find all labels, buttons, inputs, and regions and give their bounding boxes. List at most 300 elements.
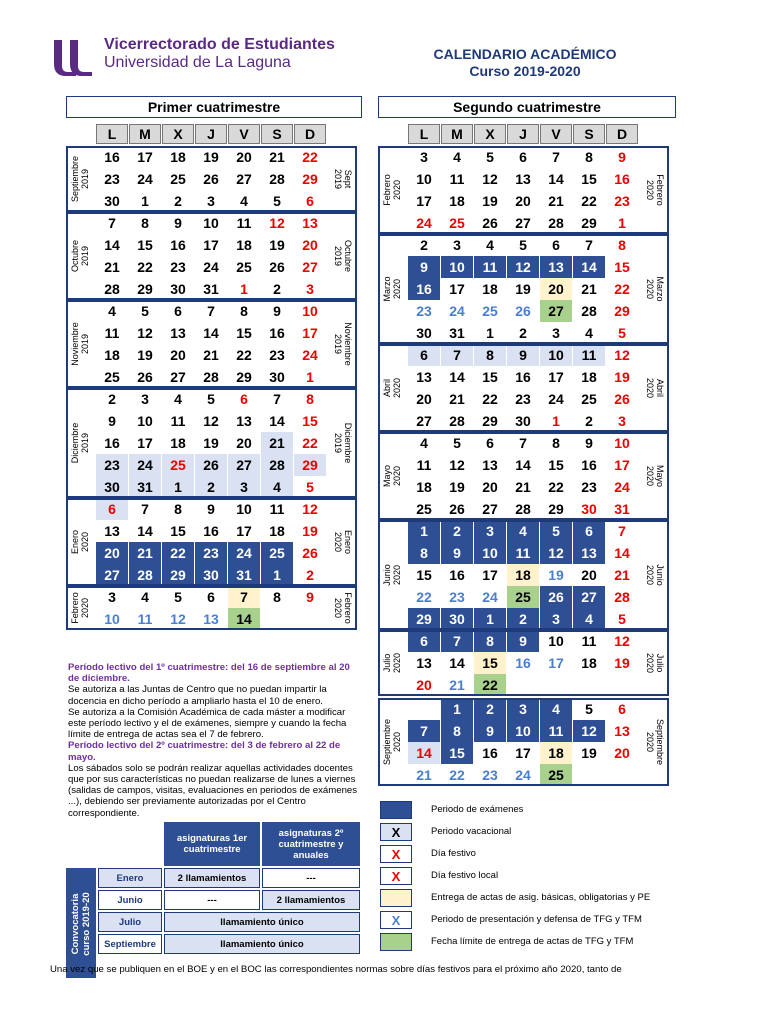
day-cell: 16 bbox=[515, 655, 531, 671]
day-cell: 10 bbox=[614, 435, 630, 451]
day-cell: 11 bbox=[474, 256, 506, 278]
day-cell: 26 bbox=[449, 501, 465, 517]
day-cell: 24 bbox=[548, 391, 564, 407]
day-cell: 23 bbox=[104, 171, 120, 187]
day-cell: 23 bbox=[482, 767, 498, 783]
day-cell: 27 bbox=[96, 564, 128, 586]
day-cell: 12 bbox=[614, 347, 630, 363]
day-cell: 11 bbox=[236, 215, 252, 231]
day-cell: 8 bbox=[273, 589, 281, 605]
day-cell: 19 bbox=[581, 745, 597, 761]
day-cell: 12 bbox=[449, 457, 465, 473]
month-year: 2020 bbox=[645, 465, 655, 487]
day-cell: 30 bbox=[269, 369, 285, 385]
day-cell: 7 bbox=[552, 149, 560, 165]
day-cell: 19 bbox=[449, 479, 465, 495]
day-cell: 2 bbox=[306, 567, 314, 583]
month-label-left bbox=[382, 630, 404, 696]
day-cell: 16 bbox=[104, 435, 120, 451]
col-header-sem2: asignaturas 2º cuatrimestre y anuales bbox=[262, 822, 360, 866]
day-cell: 25 bbox=[581, 391, 597, 407]
day-cell: 7 bbox=[273, 391, 281, 407]
convocatoria-side-label bbox=[66, 868, 96, 978]
month-name: Septiembre bbox=[382, 718, 392, 766]
day-cell: 3 bbox=[228, 476, 260, 498]
day-cell: 10 bbox=[507, 720, 539, 742]
day-cell: 9 bbox=[441, 542, 473, 564]
day-cell: 22 bbox=[162, 542, 194, 564]
day-cell: 16 bbox=[515, 369, 531, 385]
day-cell: 9 bbox=[585, 435, 593, 451]
month-name: Diciembre bbox=[343, 422, 353, 464]
weekday-header: M bbox=[129, 124, 161, 144]
day-cell: 16 bbox=[581, 457, 597, 473]
month-label-right bbox=[331, 586, 353, 630]
legend-text: Periodo vacacional bbox=[431, 826, 512, 837]
day-cell: 31 bbox=[449, 325, 465, 341]
month-label-right bbox=[331, 388, 353, 498]
day-cell: 15 bbox=[614, 259, 630, 275]
day-cell: 18 bbox=[236, 237, 252, 253]
day-cell: 17 bbox=[236, 523, 252, 539]
legend-swatch: X bbox=[380, 845, 412, 863]
month-year: 2020 bbox=[392, 652, 402, 674]
day-cell: 27 bbox=[416, 413, 432, 429]
day-cell: 5 bbox=[273, 193, 281, 209]
day-cell: 22 bbox=[474, 674, 506, 696]
month-year: 2020 bbox=[645, 731, 655, 753]
day-cell: 27 bbox=[540, 300, 572, 322]
day-cell: 4 bbox=[540, 698, 572, 720]
day-cell: 29 bbox=[137, 281, 153, 297]
day-cell: 2 bbox=[585, 413, 593, 429]
day-cell: 29 bbox=[162, 564, 194, 586]
day-cell: 20 bbox=[416, 391, 432, 407]
day-cell: 11 bbox=[104, 325, 120, 341]
day-cell: 18 bbox=[482, 281, 498, 297]
day-cell: 11 bbox=[573, 344, 605, 366]
day-cell: 21 bbox=[261, 432, 293, 454]
month-name: Marzo bbox=[382, 276, 392, 302]
day-cell: 6 bbox=[486, 435, 494, 451]
month-name: Febrero bbox=[655, 174, 665, 206]
legend-text: Entrega de actas de asig. básicas, obligatorias y PE bbox=[431, 892, 651, 903]
day-cell: 31 bbox=[228, 564, 260, 586]
month-year: 2020 bbox=[80, 531, 90, 553]
day-cell: 21 bbox=[548, 193, 564, 209]
day-cell: 12 bbox=[269, 215, 285, 231]
month-year: 2020 bbox=[645, 179, 655, 201]
month-label-right bbox=[643, 234, 665, 344]
day-cell: 29 bbox=[581, 215, 597, 231]
month-label-right bbox=[643, 698, 665, 786]
day-cell: 10 bbox=[302, 303, 318, 319]
day-cell: 26 bbox=[515, 303, 531, 319]
month-year: 2019 bbox=[80, 432, 90, 454]
day-cell: 27 bbox=[482, 501, 498, 517]
day-cell: 20 bbox=[482, 479, 498, 495]
day-cell: 30 bbox=[515, 413, 531, 429]
day-cell: 28 bbox=[449, 413, 465, 429]
day-cell: 9 bbox=[507, 630, 539, 652]
day-cell: 14 bbox=[449, 655, 465, 671]
day-cell: 15 bbox=[236, 325, 252, 341]
day-cell: 15 bbox=[170, 523, 186, 539]
month-name: Enero bbox=[70, 529, 80, 555]
convocatoria-cell-sem2: --- bbox=[262, 868, 360, 888]
day-cell: 11 bbox=[170, 413, 186, 429]
day-cell: 15 bbox=[548, 457, 564, 473]
day-cell: 6 bbox=[519, 149, 527, 165]
day-cell: 4 bbox=[585, 325, 593, 341]
day-cell: 6 bbox=[174, 303, 182, 319]
day-cell: 11 bbox=[581, 633, 597, 649]
day-cell: 2 bbox=[474, 698, 506, 720]
day-cell: 28 bbox=[515, 501, 531, 517]
day-cell: 5 bbox=[618, 325, 626, 341]
day-cell: 18 bbox=[507, 564, 539, 586]
month-name: Noviembre bbox=[70, 322, 80, 366]
day-cell: 12 bbox=[203, 413, 219, 429]
day-cell: 4 bbox=[108, 303, 116, 319]
day-cell: 18 bbox=[416, 479, 432, 495]
day-cell: 25 bbox=[449, 215, 465, 231]
day-cell: 12 bbox=[573, 720, 605, 742]
day-cell: 1 bbox=[618, 215, 626, 231]
day-cell: 22 bbox=[236, 347, 252, 363]
day-cell: 20 bbox=[236, 435, 252, 451]
day-cell: 16 bbox=[408, 278, 440, 300]
day-cell: 29 bbox=[408, 608, 440, 630]
month-year: 2020 bbox=[392, 179, 402, 201]
convocatoria-month: Junio bbox=[98, 890, 162, 910]
weekday-header: J bbox=[195, 124, 227, 144]
month-label-left bbox=[70, 388, 92, 498]
day-cell: 3 bbox=[141, 391, 149, 407]
day-cell: 13 bbox=[573, 542, 605, 564]
day-cell: 6 bbox=[573, 520, 605, 542]
day-cell: 22 bbox=[449, 767, 465, 783]
convocatoria-month: Septiembre bbox=[98, 934, 162, 954]
day-cell: 25 bbox=[540, 764, 572, 786]
day-cell: 5 bbox=[174, 589, 182, 605]
day-cell: 25 bbox=[170, 171, 186, 187]
day-cell: 26 bbox=[137, 369, 153, 385]
month-name: Noviembre bbox=[343, 322, 353, 366]
day-cell: 12 bbox=[302, 501, 318, 517]
day-cell: 9 bbox=[273, 303, 281, 319]
month-label-right bbox=[331, 212, 353, 300]
day-cell: 23 bbox=[581, 479, 597, 495]
note-period-2: Período lectivo del 2º cuatrimestre: del 3 de febrero al 22 de mayo. bbox=[68, 740, 341, 763]
day-cell: 8 bbox=[240, 303, 248, 319]
convocatoria-merged-cell: llamamiento único bbox=[164, 934, 360, 954]
month-year: 2019 bbox=[80, 168, 90, 190]
day-cell: 20 bbox=[614, 745, 630, 761]
day-cell: 23 bbox=[416, 303, 432, 319]
day-cell: 21 bbox=[269, 149, 285, 165]
day-cell: 25 bbox=[507, 586, 539, 608]
day-cell: 13 bbox=[104, 523, 120, 539]
day-cell: 14 bbox=[104, 237, 120, 253]
day-cell: 13 bbox=[236, 413, 252, 429]
day-cell: 12 bbox=[482, 171, 498, 187]
day-cell: 1 bbox=[486, 325, 494, 341]
day-cell: 11 bbox=[449, 171, 465, 187]
legend-text: Periodo de presentación y defensa de TFG y TFM bbox=[431, 914, 642, 925]
sem1-title: Primer cuatrimestre bbox=[66, 96, 362, 118]
day-cell: 16 bbox=[449, 567, 465, 583]
month-year: 2019 bbox=[80, 333, 90, 355]
day-cell: 25 bbox=[162, 454, 194, 476]
day-cell: 30 bbox=[416, 325, 432, 341]
day-cell: 21 bbox=[104, 259, 120, 275]
day-cell: 4 bbox=[420, 435, 428, 451]
day-cell: 1 bbox=[141, 193, 149, 209]
col-header-sem1: asignaturas 1er cuatrimestre bbox=[164, 822, 260, 866]
day-cell: 9 bbox=[108, 413, 116, 429]
day-cell: 25 bbox=[261, 542, 293, 564]
day-cell: 19 bbox=[269, 237, 285, 253]
day-cell: 5 bbox=[486, 149, 494, 165]
day-cell: 24 bbox=[482, 589, 498, 605]
day-cell: 14 bbox=[449, 369, 465, 385]
day-cell: 7 bbox=[618, 523, 626, 539]
day-cell: 27 bbox=[302, 259, 318, 275]
day-cell: 19 bbox=[137, 347, 153, 363]
month-label-right bbox=[331, 146, 353, 212]
day-cell: 27 bbox=[228, 454, 260, 476]
day-cell: 1 bbox=[408, 520, 440, 542]
convocatoria-cell-sem1: 2 llamamientos bbox=[164, 868, 260, 888]
notes-block bbox=[68, 662, 360, 819]
month-label-left bbox=[70, 300, 92, 388]
day-cell: 9 bbox=[618, 149, 626, 165]
day-cell: 25 bbox=[416, 501, 432, 517]
month-name: Mayo bbox=[382, 465, 392, 488]
day-cell: 21 bbox=[581, 281, 597, 297]
day-cell: 10 bbox=[137, 413, 153, 429]
day-cell: 4 bbox=[486, 237, 494, 253]
day-cell: 5 bbox=[306, 479, 314, 495]
day-cell: 11 bbox=[507, 542, 539, 564]
day-cell: 3 bbox=[552, 325, 560, 341]
day-cell: 29 bbox=[548, 501, 564, 517]
legend-text: Periodo de exámenes bbox=[431, 804, 524, 815]
month-year: 2020 bbox=[645, 377, 655, 399]
day-cell: 15 bbox=[416, 567, 432, 583]
day-cell: 20 bbox=[236, 149, 252, 165]
day-cell: 10 bbox=[474, 542, 506, 564]
day-cell: 3 bbox=[453, 237, 461, 253]
month-year: 2019 bbox=[333, 333, 343, 355]
day-cell: 1 bbox=[306, 369, 314, 385]
day-cell: 24 bbox=[203, 259, 219, 275]
day-cell: 24 bbox=[449, 303, 465, 319]
day-cell: 26 bbox=[614, 391, 630, 407]
month-label-right bbox=[643, 146, 665, 234]
day-cell: 15 bbox=[474, 652, 506, 674]
day-cell: 12 bbox=[507, 256, 539, 278]
month-name: Abril bbox=[655, 378, 665, 397]
day-cell: 29 bbox=[482, 413, 498, 429]
day-cell: 19 bbox=[482, 193, 498, 209]
weekday-header: X bbox=[162, 124, 194, 144]
day-cell: 4 bbox=[261, 476, 293, 498]
day-cell: 24 bbox=[129, 454, 161, 476]
day-cell: 21 bbox=[203, 347, 219, 363]
month-label-left bbox=[382, 146, 404, 234]
day-cell: 7 bbox=[207, 303, 215, 319]
day-cell: 19 bbox=[614, 369, 630, 385]
day-cell: 17 bbox=[548, 655, 564, 671]
day-cell: 23 bbox=[449, 589, 465, 605]
convocatoria-merged-cell: llamamiento único bbox=[164, 912, 360, 932]
day-cell: 4 bbox=[507, 520, 539, 542]
day-cell: 4 bbox=[453, 149, 461, 165]
note-period-1: Período lectivo del 1º cuatrimestre: del 16 de septiembre al 20 de diciembre. bbox=[68, 662, 350, 685]
day-cell: 13 bbox=[540, 256, 572, 278]
day-cell: 22 bbox=[482, 391, 498, 407]
weekday-header: S bbox=[261, 124, 293, 144]
day-cell: 13 bbox=[302, 215, 318, 231]
day-cell: 6 bbox=[306, 193, 314, 209]
day-cell: 27 bbox=[573, 586, 605, 608]
month-year: 2020 bbox=[392, 377, 402, 399]
month-year: 2020 bbox=[645, 652, 655, 674]
day-cell: 7 bbox=[141, 501, 149, 517]
month-label-right bbox=[643, 520, 665, 630]
convocatoria-cell-sem1: --- bbox=[164, 890, 260, 910]
day-cell: 19 bbox=[203, 149, 219, 165]
month-label-left bbox=[382, 432, 404, 520]
weekday-header: D bbox=[294, 124, 326, 144]
day-cell: 16 bbox=[482, 745, 498, 761]
month-year: 2020 bbox=[392, 278, 402, 300]
day-cell: 7 bbox=[408, 720, 440, 742]
day-cell: 12 bbox=[137, 325, 153, 341]
day-cell: 6 bbox=[618, 701, 626, 717]
month-name: Febrero bbox=[70, 592, 80, 624]
month-label-right bbox=[643, 630, 665, 696]
day-cell: 8 bbox=[585, 149, 593, 165]
day-cell: 28 bbox=[104, 281, 120, 297]
day-cell: 30 bbox=[170, 281, 186, 297]
day-cell: 22 bbox=[548, 479, 564, 495]
day-cell: 6 bbox=[408, 630, 440, 652]
month-name: Junio bbox=[382, 564, 392, 586]
weekday-header: J bbox=[507, 124, 539, 144]
month-label-right bbox=[643, 432, 665, 520]
day-cell: 7 bbox=[108, 215, 116, 231]
month-label-left bbox=[70, 212, 92, 300]
day-cell: 26 bbox=[269, 259, 285, 275]
day-cell: 10 bbox=[203, 215, 219, 231]
day-cell: 7 bbox=[585, 237, 593, 253]
day-cell: 16 bbox=[104, 149, 120, 165]
month-label-left bbox=[70, 586, 92, 630]
note-master: Se autoriza a la Comisión Académica de cada máster a modificar este período lectivo y el de exámenes, siempre y cuando la fecha límite de entrega de actas sea el 7 de febrero. bbox=[68, 706, 347, 741]
day-cell: 15 bbox=[137, 237, 153, 253]
day-cell: 28 bbox=[261, 454, 293, 476]
weekday-header: X bbox=[474, 124, 506, 144]
day-cell: 2 bbox=[195, 476, 227, 498]
day-cell: 3 bbox=[306, 281, 314, 297]
day-cell: 19 bbox=[614, 655, 630, 671]
day-cell: 14 bbox=[515, 457, 531, 473]
month-name: Diciembre bbox=[70, 422, 80, 464]
month-year: 2020 bbox=[392, 465, 402, 487]
month-year: 2020 bbox=[333, 531, 343, 553]
day-cell: 17 bbox=[482, 567, 498, 583]
day-cell: 29 bbox=[294, 454, 326, 476]
day-cell: 26 bbox=[540, 586, 572, 608]
day-cell: 13 bbox=[203, 611, 219, 627]
day-cell: 5 bbox=[141, 303, 149, 319]
day-cell: 19 bbox=[548, 567, 564, 583]
weekday-header: V bbox=[228, 124, 260, 144]
day-cell: 22 bbox=[137, 259, 153, 275]
title-line-2: Curso 2019-2020 bbox=[469, 63, 581, 79]
month-label-left bbox=[70, 498, 92, 586]
convocatoria-side-line: Convocatoria bbox=[70, 893, 81, 955]
day-cell: 2 bbox=[420, 237, 428, 253]
month-label-left bbox=[382, 234, 404, 344]
day-cell: 2 bbox=[519, 325, 527, 341]
day-cell: 7 bbox=[441, 630, 473, 652]
day-cell: 20 bbox=[581, 567, 597, 583]
month-year: 2020 bbox=[645, 564, 655, 586]
day-cell: 7 bbox=[228, 586, 260, 608]
day-cell: 1 bbox=[261, 564, 293, 586]
day-cell: 8 bbox=[618, 237, 626, 253]
day-cell: 28 bbox=[614, 589, 630, 605]
day-cell: 17 bbox=[137, 149, 153, 165]
day-cell: 20 bbox=[515, 193, 531, 209]
day-cell: 2 bbox=[273, 281, 281, 297]
month-year: 2019 bbox=[333, 168, 343, 190]
day-cell: 16 bbox=[203, 523, 219, 539]
day-cell: 17 bbox=[302, 325, 318, 341]
day-cell: 4 bbox=[240, 193, 248, 209]
day-cell: 9 bbox=[507, 344, 539, 366]
month-year: 2020 bbox=[645, 278, 655, 300]
month-name: Octubre bbox=[343, 239, 353, 272]
day-cell: 10 bbox=[548, 633, 564, 649]
day-cell: 22 bbox=[614, 281, 630, 297]
day-cell: 18 bbox=[170, 435, 186, 451]
day-cell: 21 bbox=[449, 677, 465, 693]
month-year: 2019 bbox=[80, 245, 90, 267]
month-name: Sept bbox=[343, 169, 353, 189]
day-cell: 3 bbox=[207, 193, 215, 209]
day-cell: 26 bbox=[482, 215, 498, 231]
month-year: 2019 bbox=[333, 432, 343, 454]
day-cell: 8 bbox=[441, 720, 473, 742]
legend-text: Día festivo local bbox=[431, 870, 499, 881]
day-cell: 3 bbox=[420, 149, 428, 165]
day-cell: 24 bbox=[137, 171, 153, 187]
weekday-header: L bbox=[96, 124, 128, 144]
title-line-1: CALENDARIO ACADÉMICO bbox=[433, 46, 617, 62]
day-cell: 10 bbox=[540, 344, 572, 366]
day-cell: 13 bbox=[515, 171, 531, 187]
day-cell: 27 bbox=[236, 171, 252, 187]
convocatoria-cell-sem2: 2 llamamientos bbox=[262, 890, 360, 910]
day-cell: 6 bbox=[408, 344, 440, 366]
day-cell: 17 bbox=[137, 435, 153, 451]
day-cell: 18 bbox=[269, 523, 285, 539]
